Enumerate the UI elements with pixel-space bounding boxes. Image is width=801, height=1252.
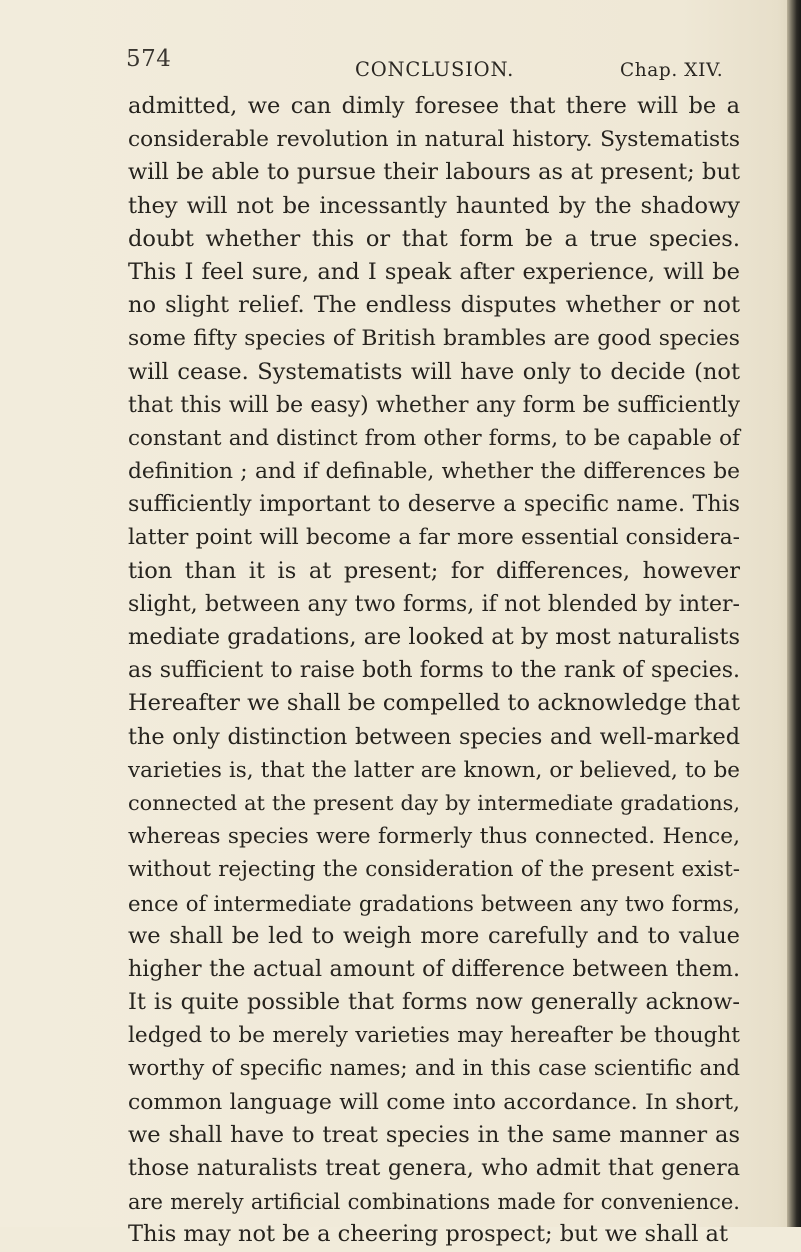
text-line: ence of intermediate gradations between any two forms, (128, 890, 740, 916)
running-head: CONCLUSION. (355, 58, 515, 81)
text-line: ledged to be merely varieties may hereafter be thought (128, 1023, 740, 1049)
text-line: worthy of specific names; and in this case scientific and (128, 1056, 740, 1082)
text-line: without rejecting the consideration of the present exist- (128, 857, 740, 883)
text-line: This I feel sure, and I speak after experience, will be (128, 258, 740, 285)
text-line: constant and distinct from other forms, to be capable of (128, 425, 740, 451)
text-line: the only distinction between species and well-marked (128, 723, 740, 750)
text-line: no slight relief. The endless disputes whether or not (128, 292, 740, 319)
text-line: Hereafter we shall be compelled to acknowledge that (128, 690, 740, 717)
text-line: It is quite possible that forms now generally acknow- (128, 989, 740, 1016)
text-line: we shall be led to weigh more carefully and to value (128, 922, 740, 949)
text-line: sufficiently important to deserve a specific name. This (128, 491, 740, 518)
text-line: slight, between any two forms, if not blended by inter- (128, 591, 740, 617)
text-line: tion than it is at present; for differences, however (128, 557, 740, 584)
text-line: common language will come into accordance. In short, (128, 1089, 740, 1115)
text-line: as sufficient to raise both forms to the rank of species. (128, 658, 740, 684)
text-line: that this will be easy) whether any form be sufficiently (128, 392, 740, 418)
text-line: they will not be incessantly haunted by the shadowy (128, 192, 740, 219)
page-header (0, 46, 801, 86)
text-line: connected at the present day by intermediate gradations, (128, 790, 740, 815)
text-line: considerable revolution in natural history. Systematists (128, 127, 740, 153)
text-line: will be able to pursue their labours as at present; but (128, 159, 740, 186)
text-line: varieties is, that the latter are known, or believed, to be (128, 757, 740, 783)
text-line: some fifty species of British brambles are good species (128, 326, 740, 352)
chapter-reference: Chap. XIV. (620, 60, 724, 81)
text-line: will cease. Systematists will have only to decide (not (128, 358, 740, 385)
text-line: This may not be a cheering prospect; but we shall at (128, 1221, 729, 1248)
text-line: are merely artificial combinations made for convenience. (128, 1189, 740, 1215)
text-line: whereas species were formerly thus connected. Hence, (128, 824, 740, 850)
text-line: mediate gradations, are looked at by most naturalists (128, 624, 740, 650)
text-line: latter point will become a far more essential considera- (128, 525, 740, 551)
page-number: 574 (126, 46, 172, 72)
body-text (128, 90, 740, 1252)
text-line: those naturalists treat genera, who admit that genera (128, 1155, 740, 1181)
text-line: definition ; and if definable, whether the differences be (128, 459, 740, 485)
text-line: admitted, we can dimly foresee that there will be a (128, 93, 740, 119)
text-line: doubt whether this or that form be a true species. (128, 225, 740, 252)
text-line: we shall have to treat species in the same manner as (128, 1121, 740, 1148)
page-binding-edge (787, 0, 801, 1227)
text-line: higher the actual amount of difference between them. (128, 955, 740, 982)
